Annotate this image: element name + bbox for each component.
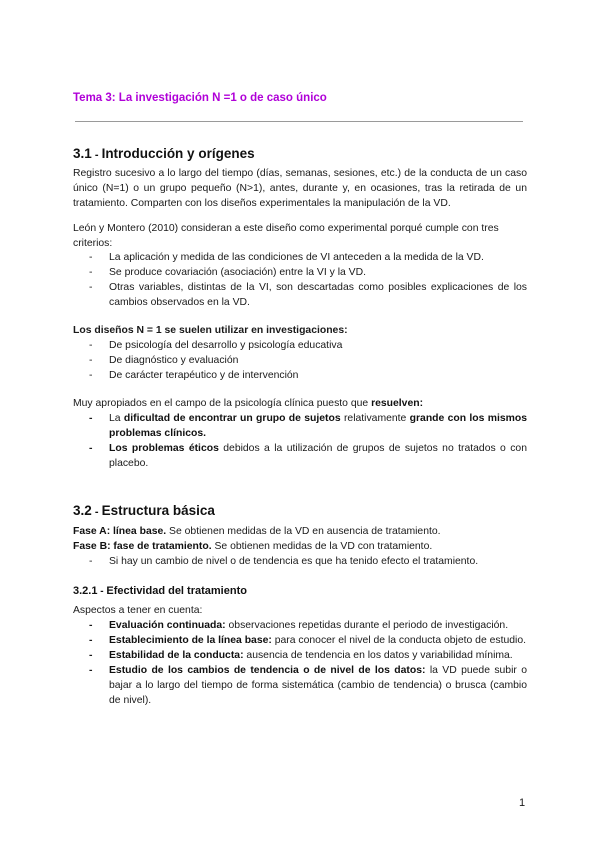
- section-3-1-separator: -: [91, 149, 102, 161]
- aspect-4-label: Estudio de los cambios de tendencia o de nivel de los datos:: [109, 665, 426, 676]
- aspect-3-label: Estabilidad de la conducta:: [109, 650, 244, 661]
- title-divider: [75, 121, 523, 122]
- fase-a-text: Se obtienen medidas de la VD en ausencia de tratamiento.: [166, 526, 441, 537]
- uses-list: [73, 338, 527, 383]
- section-3-2-number: 3.2: [73, 503, 92, 518]
- list-item: - De diagnóstico y evaluación: [73, 353, 527, 368]
- resolve-1-part-a: La: [109, 413, 124, 424]
- page-number: 1: [519, 797, 526, 809]
- section-3-1-heading: [73, 146, 255, 161]
- section-3-2-1-heading: [73, 585, 247, 597]
- aspect-2-label: Establecimiento de la línea base:: [109, 635, 272, 646]
- list-item: [73, 441, 527, 471]
- list-item: [73, 411, 527, 441]
- section-3-1-number: 3.1: [73, 146, 92, 161]
- section-3-2-title: Estructura básica: [101, 503, 215, 518]
- section-3-1-paragraph-1: Registro sucesivo a lo largo del tiempo (días, semanas, sesiones, etc.) de la conducta de un caso único (N=1) o un grupo pequeño (N>1), antes, durante y, en ocasiones, tras la retirada de un tratamiento. Comparten con los diseños experimentales la manipulación de la VD.: [73, 168, 527, 209]
- aspect-3-text: ausencia de tendencia en los datos y variabilidad mínima.: [243, 650, 513, 661]
- fase-a-label: Fase A: línea base.: [73, 526, 167, 537]
- aspect-1-text: observaciones repetidas durante el periodo de investigación.: [225, 620, 509, 631]
- document-title: Tema 3: La investigación N =1 o de caso único: [73, 92, 327, 104]
- fase-b-line: [73, 539, 533, 554]
- fase-b-text: Se obtienen medidas de la VD con tratamiento.: [211, 541, 433, 552]
- section-3-1-paragraph-2: León y Montero (2010) consideran a este diseño como experimental porqué cumple con tres criterios:: [73, 223, 499, 249]
- list-item: [73, 633, 527, 648]
- aspect-4-text: la VD puede subir o bajar a lo largo del tiempo de forma sistemática (cambio de tendencia) o brusca (cambio de nivel).: [109, 665, 527, 706]
- list-item: [73, 663, 527, 708]
- list-item: - De psicología del desarrollo y psicología educativa: [73, 338, 527, 353]
- resolve-2-part-a: Los problemas éticos: [109, 443, 219, 454]
- section-3-2-1-separator: -: [97, 586, 107, 597]
- section-3-1-title: Introducción y orígenes: [101, 146, 255, 161]
- list-item: - Si hay un cambio de nivel o de tendencia es que ha tenido efecto el tratamiento.: [73, 554, 527, 569]
- section-3-2-heading: [73, 503, 215, 518]
- section-3-2-1-number: 3.2.1: [73, 585, 98, 597]
- resolve-intro-bold: resuelven:: [371, 398, 424, 409]
- fase-b-label: Fase B: fase de tratamiento.: [73, 541, 212, 552]
- list-item: - Otras variables, distintas de la VI, son descartadas como posibles explicaciones de los cambios observados en la VD.: [73, 280, 527, 310]
- list-item: - Se produce covariación (asociación) entre la VI y la VD.: [73, 265, 527, 280]
- resolve-1-part-b: dificultad de encontrar un grupo de sujetos: [123, 413, 341, 424]
- aspects-intro: Aspectos a tener en cuenta:: [73, 605, 203, 616]
- resolve-intro: [73, 396, 533, 411]
- resolve-2-part-b: debidos a la utilización de grupos de sujetos no tratados o con placebo.: [109, 443, 527, 469]
- list-item: - De carácter terapéutico y de intervención: [73, 368, 527, 383]
- fase-list: [73, 554, 527, 569]
- fase-a-line: [73, 524, 533, 539]
- resolve-1-part-d: grande con los mismos problemas clínicos.: [109, 413, 527, 439]
- aspect-2-text: para conocer el nivel de la conducta objeto de estudio.: [271, 635, 527, 646]
- uses-heading: Los diseños N = 1 se suelen utilizar en investigaciones:: [73, 325, 348, 336]
- section-3-2-1-title: Efectividad del tratamiento: [106, 585, 247, 597]
- list-item: - La aplicación y medida de las condiciones de VI anteceden a la medida de la VD.: [73, 250, 527, 265]
- aspects-list: [73, 618, 527, 708]
- list-item: [73, 648, 527, 663]
- list-item: [73, 618, 527, 633]
- resolve-intro-text: Muy apropiados en el campo de la psicología clínica puesto que: [73, 398, 372, 409]
- section-3-2-separator: -: [91, 506, 102, 518]
- criteria-list: [73, 250, 527, 310]
- resolve-list: [73, 411, 527, 471]
- aspect-1-label: Evaluación continuada:: [109, 620, 226, 631]
- resolve-1-part-c: relativamente: [340, 413, 410, 424]
